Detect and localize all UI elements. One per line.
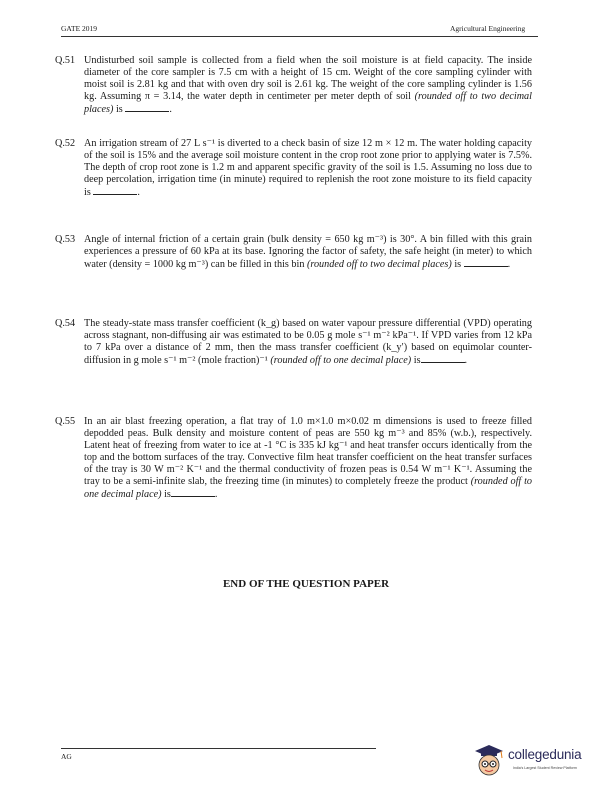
question-54 [55,318,532,367]
question-text [84,234,532,271]
rounding-instruction: (rounded off to two decimal places) [84,91,532,115]
answer-blank [125,103,169,112]
question-segment: Angle of internal friction of a certain grain (bulk density = 650 kg m⁻³) is 30°. A bin filled with this grain experiences a pressure of 60 kPa at its base. Ignoring the factor of safety, the safe height (in meter) to which water (density = 1000 kg m⁻³) can be filled in this bin [84,234,532,270]
end-of-paper: END OF THE QUESTION PAPER [222,578,390,590]
graduate-mascot-icon [471,742,507,778]
rounding-instruction: (rounded off to two decimal places) [306,259,452,270]
question-segment: is [113,104,126,115]
exam-title: GATE 2019 [61,24,98,33]
rounding-instruction: (rounded off to one decimal place) [84,476,532,500]
question-53 [55,234,532,271]
answer-blank [93,186,137,195]
answer-blank [464,258,508,267]
question-55 [55,416,532,501]
question-segment: An irrigation stream of 27 L s⁻¹ is diverted to a check basin of size 12 m × 12 m. The water holding capacity of the soil is 15% and the average soil moisture content in the crop root zone prior to applying water is 7.5%. The depth of crop root zone is 1.2 m and apparent specific gravity of the soil is 1.5. Assuming no loss due to deep percolation, irrigation time (in minute) required to replenish the root zone moisture to its field capacity is [84,138,532,198]
header-rule [61,36,538,37]
question-text [84,416,532,501]
question-end-mark: . [464,355,468,366]
question-end-mark: . [137,187,140,198]
answer-blank [421,354,465,363]
question-end-mark: . [214,489,218,500]
rounding-instruction: (rounded off to one decimal place) [270,355,412,366]
question-end-mark: . [169,104,172,115]
question-number: Q.53 [55,234,76,245]
question-text [84,138,532,199]
question-number: Q.52 [55,138,76,149]
question-segment: The steady-state mass transfer coefficient (k_g) based on water vapour pressure differential (VPD) operating across stagnant, non-diffusing air was estimated to be 0.05 g mole s⁻¹ m⁻² kPa⁻¹. If VPD varies from 12 kPa to 7 kPa over a distance of 2 mm, then the mass transfer coefficient (k_y′) based on equimolar counter-diffusion in g mole s⁻¹ m⁻² (mole fraction)⁻¹ [84,318,532,366]
question-number: Q.51 [55,55,76,66]
footer-rule [61,748,376,749]
question-end-mark: . [507,259,511,270]
question-52 [55,138,532,199]
question-text [84,55,532,116]
question-segment: In an air blast freezing operation, a flat tray of 1.0 m×1.0 m×0.02 m dimensions is used to freeze filled depodded peas. Bulk density and moisture content of peas are 550 kg m⁻³ and 85% (w.b.), respectively. Latent heat of freezing from water to ice at -1 °C is 335 kJ kg⁻¹ and heat transfer occurs identically from the top and the bottom surfaces of the tray. Convective film heat transfer coefficient on the heat transfer surfaces of the tray is 30 W m⁻² K⁻¹ and the thermal conductivity of frozen peas is 0.54 W m⁻¹ K⁻¹. Assuming the tray to be a semi-infinite slab, the freezing time (in minutes) to completely freeze the product [84,416,532,487]
brand-name: collegedunia [508,747,582,762]
question-segment: is [451,259,464,270]
brand-tagline: India's Largest Student Review Platform [513,766,577,770]
question-segment: Undisturbed soil sample is collected from a field when the soil moisture is at field capacity. The inside diameter of the core sampler is 7.5 cm with a height of 15 cm. Weight of the core sampling cylinder with moist soil is 2.81 kg and that with oven dry soil is 2.61 kg. The weight of the core sampling cylinder is 1.56 kg. Assuming π = 3.14, the water depth in centimeter per meter depth of soil [84,55,532,102]
question-segment: is [161,489,171,500]
collegedunia-logo [471,740,612,780]
question-51 [55,55,532,116]
paper-subject: Agricultural Engineering [450,24,526,33]
question-number: Q.55 [55,416,76,427]
question-segment: is [411,355,421,366]
answer-blank [171,488,215,497]
question-text [84,318,532,367]
paper-code: AG [61,752,72,761]
question-number: Q.54 [55,318,76,329]
